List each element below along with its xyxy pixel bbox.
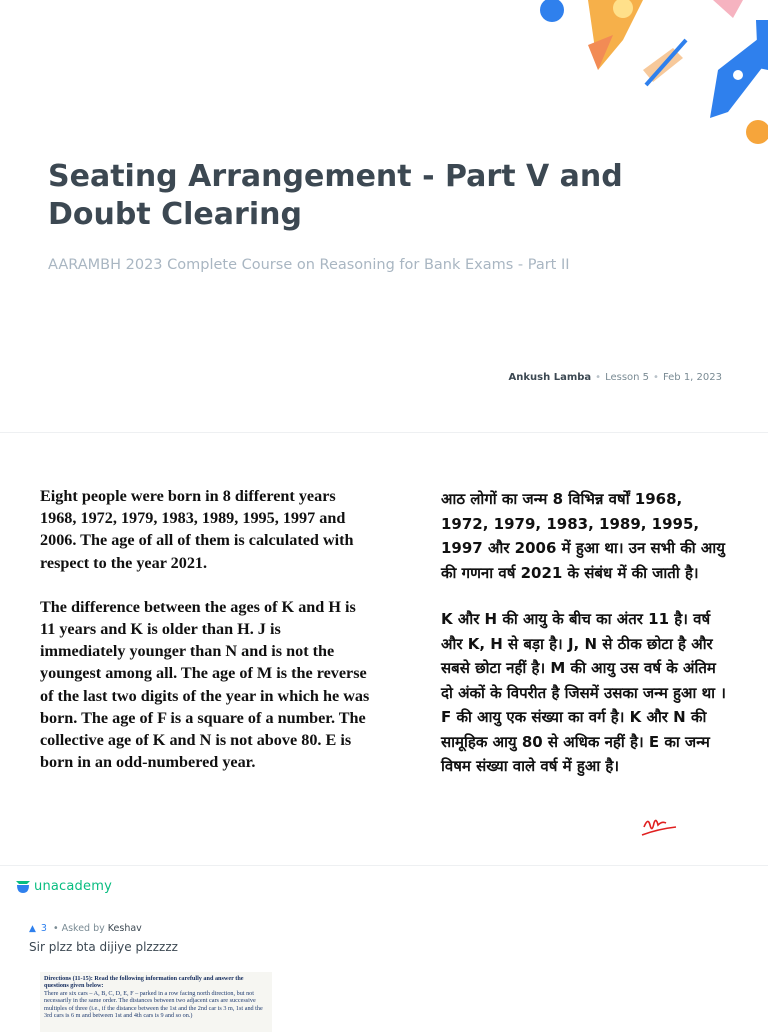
lesson-meta: Ankush Lamba • Lesson 5 • Feb 1, 2023 xyxy=(508,372,722,383)
asker-name[interactable]: Keshav xyxy=(107,923,142,934)
doubt-meta xyxy=(29,923,142,934)
hindi-paragraph-1: आठ लोगों का जन्म 8 विभिन्न वर्षों 1968, 1972, 1979, 1983, 1989, 1995, 1997 और 2006 में हुआ था। उन सभी की आयु की गणना वर्ष 2021 के संबंध में की जाती है। xyxy=(441,490,725,582)
upvote-count: 3 xyxy=(40,923,47,934)
english-column xyxy=(40,485,370,795)
handwritten-signature xyxy=(640,813,680,841)
attachment-heading: Directions (11-15): Read the following information carefully and answer the questions given below: xyxy=(44,975,244,990)
english-paragraph-2: The difference between the ages of K and H is 11 years and K is older than H. J is immediately younger than N and is not the youngest among all. The age of M is the reverse of the last two digits of the year in which he was born. The age of F is a square of a number. The collective age of K and N is not above 80. E is born in an odd-numbered year. xyxy=(40,597,370,772)
doubt-section xyxy=(0,866,768,1024)
meta-separator: • xyxy=(52,923,62,934)
asked-by-label: Asked by xyxy=(61,923,105,934)
unacademy-logo-icon xyxy=(15,880,31,894)
unacademy-logo[interactable] xyxy=(15,879,112,894)
lesson-cover xyxy=(0,0,768,432)
attachment-body: There are six cars – A, B, C, D, E, F – parked in a row facing north direction, but not necessarily in the same order. The distances between two adjacent cars are successive multiples of three (i.e., if the distance between the 1st and the 2nd car is 3 m, 1st and the 3rd cars is 6 m and between 1st and 4th cars is 9 and so on.) xyxy=(44,989,263,1020)
author-name: Ankush Lamba xyxy=(508,372,592,383)
lesson-title: Seating Arrangement - Part V and Doubt Clearing xyxy=(48,159,623,232)
lesson-number: Lesson 5 xyxy=(605,372,650,383)
english-paragraph-1: Eight people were born in 8 different years 1968, 1972, 1979, 1983, 1989, 1995, 1997 and 2006. The age of all of them is calculated with respect to the year 2021. xyxy=(40,487,354,572)
decorative-pen-illustration xyxy=(528,0,768,160)
lesson-date: Feb 1, 2023 xyxy=(662,372,722,383)
lesson-slide xyxy=(0,433,768,865)
upvote-icon[interactable]: ▲ xyxy=(29,923,36,934)
hindi-column xyxy=(441,487,726,801)
brand-name: unacademy xyxy=(34,879,112,894)
course-subtitle: AARAMBH 2023 Complete Course on Reasoning for Bank Exams - Part II xyxy=(48,257,570,273)
doubt-attachment-image[interactable] xyxy=(40,972,272,1032)
doubt-question: Sir plzz bta dijiye plzzzzz xyxy=(29,940,178,954)
hindi-paragraph-2: K और H की आयु के बीच का अंतर 11 है। वर्ष और K, H से बड़ा है। J, N से ठीक छोटा है और सबसे छोटा नहीं है। M की आयु उस वर्ष के अंतिम दो अंकों के विपरीत है जिसमें उसका जन्म हुआ था । F की आयु एक संख्या का वर्ग है। K और N की सामूहिक आयु 80 से अधिक नहीं है। E का जन्म विषम संख्या वाले वर्ष में हुआ है। xyxy=(441,610,726,775)
